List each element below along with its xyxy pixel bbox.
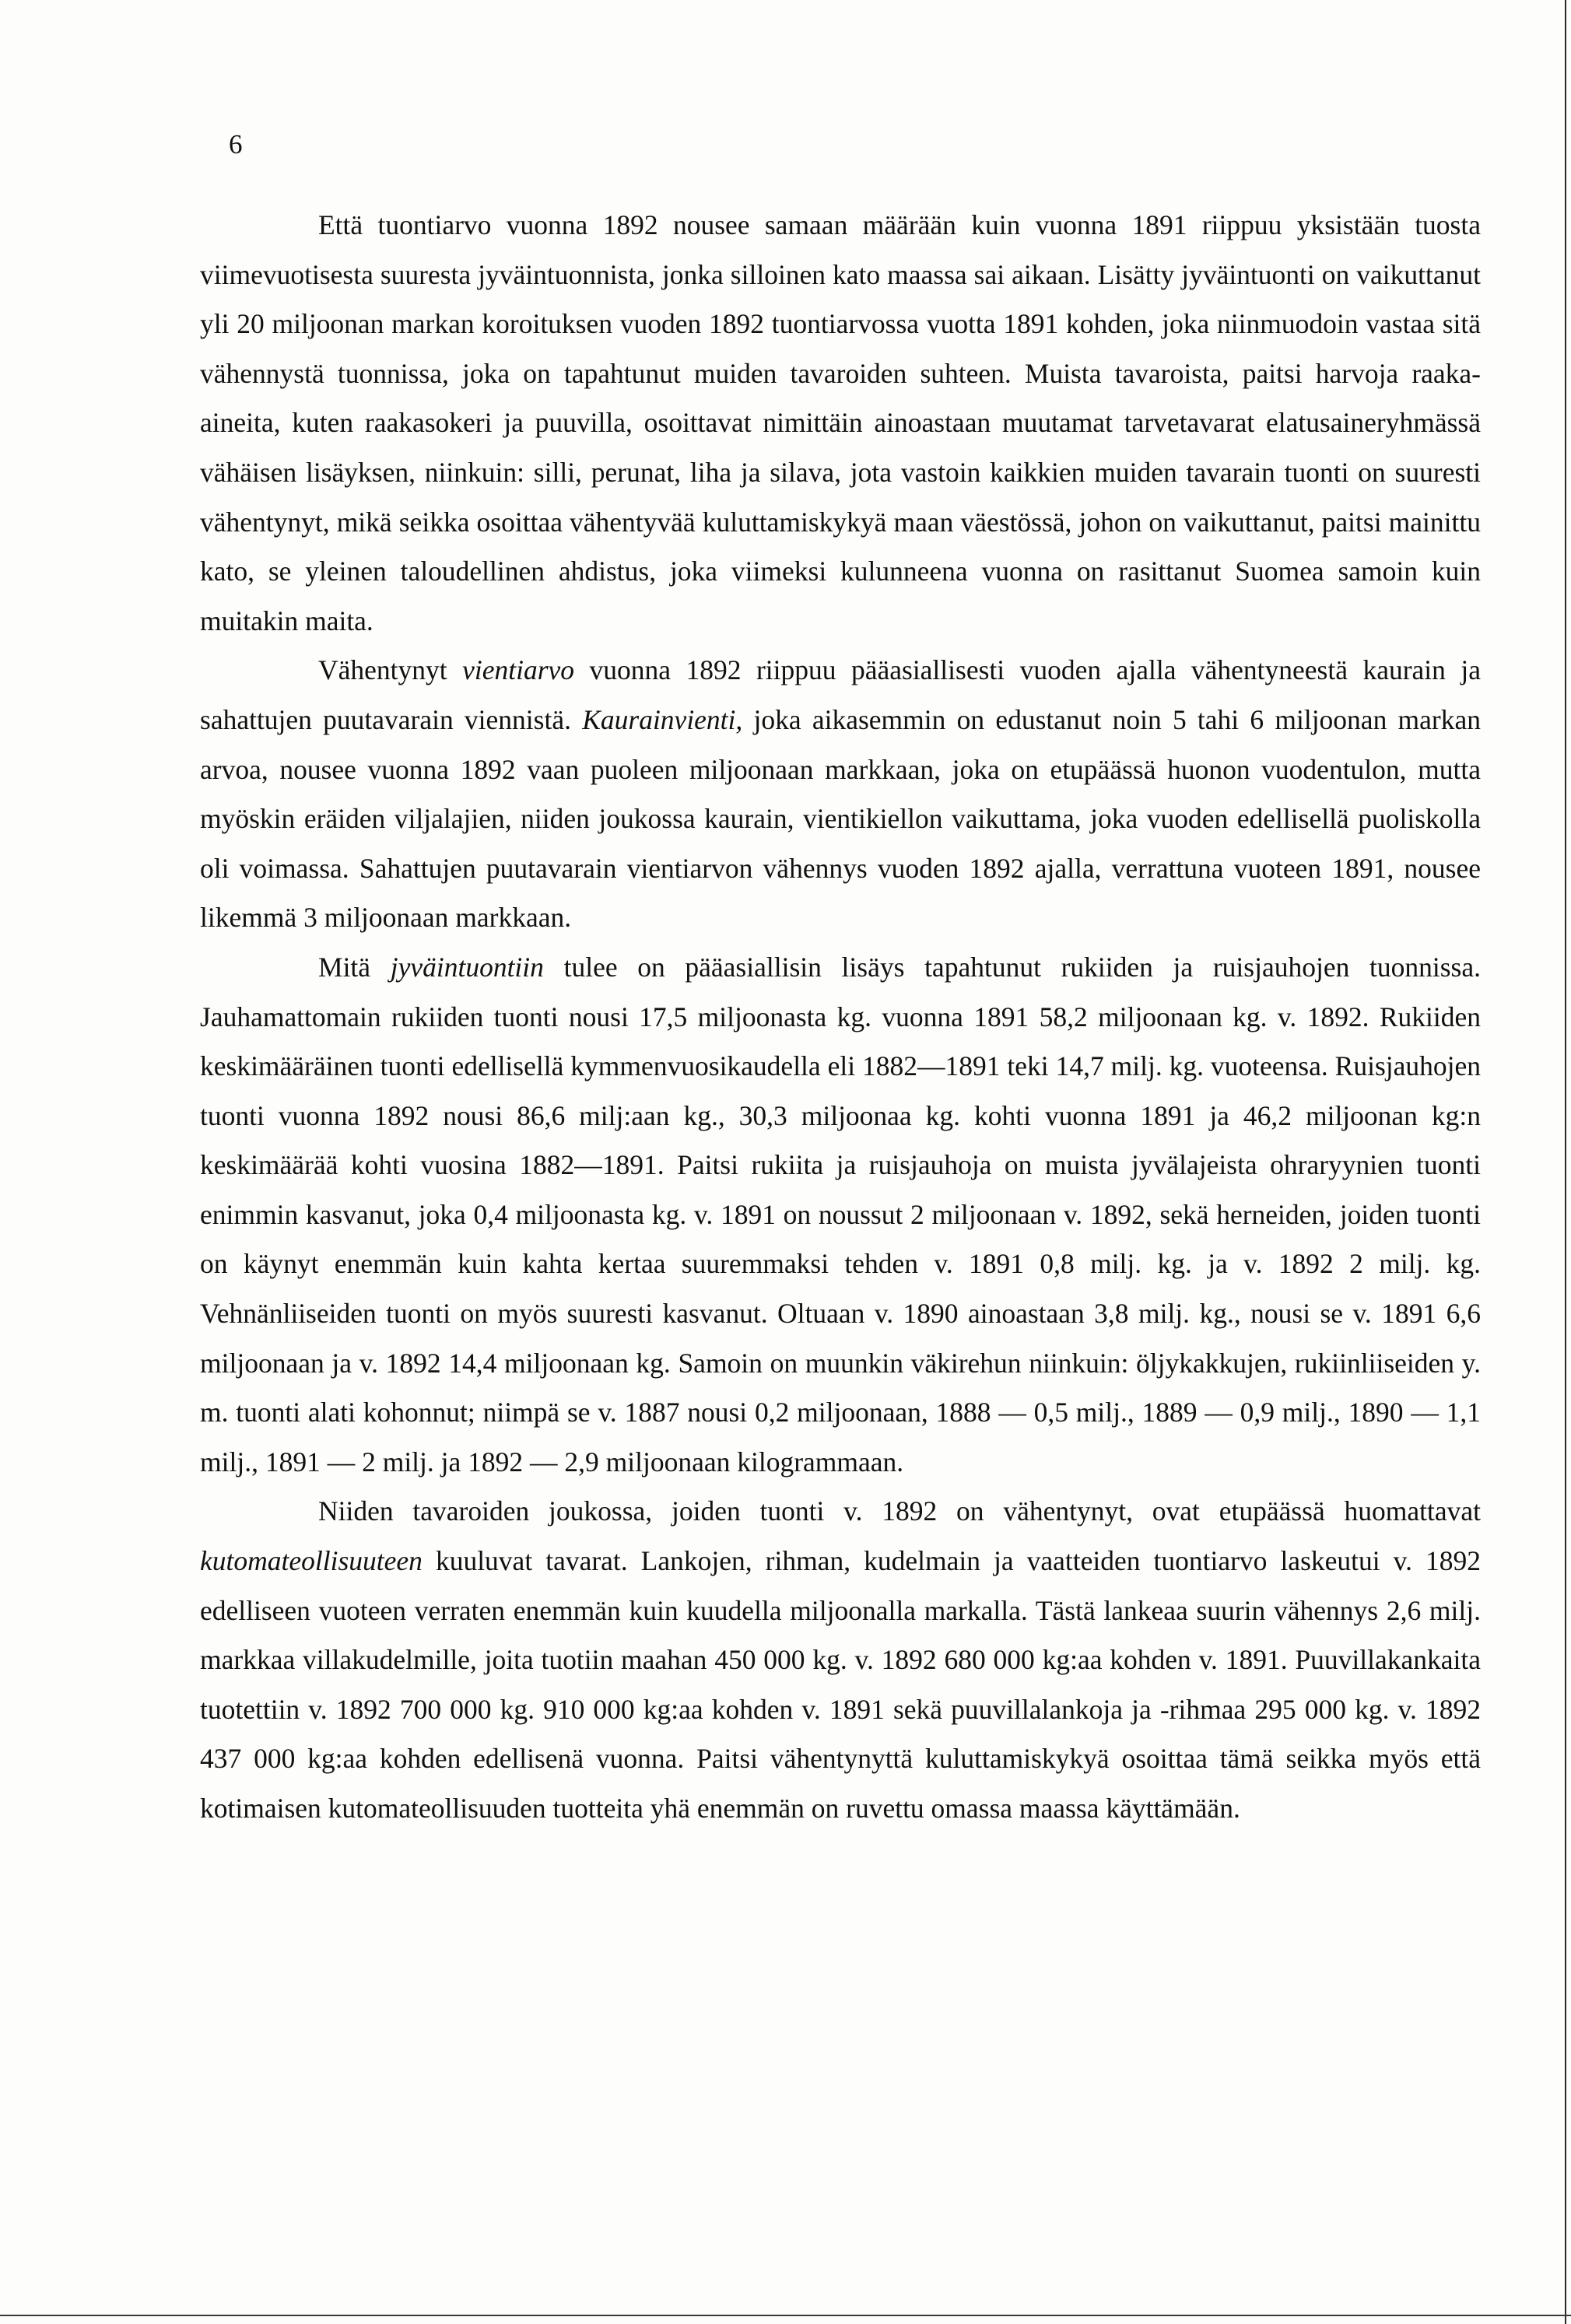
text-run: kuuluvat tavarat. Lankojen, rihman, kudelmain ja vaatteiden tuontiarvo laskeutui v. 1892 edelliseen vuoteen verraten enemmän kuin kuudella miljoonalla markalla. Tästä lankeaa suurin vähennys 2,6 milj. markkaa villakudelmille, joita tuotiin maahan 450 000 kg. v. 1892 680 000 kg:aa kohden v. 1891. Puuvillakankaita tuotettiin v. 1892 700 000 kg. 910 000 kg:aa kohden v. 1891 sekä puuvillalankoja ja -rihmaa 295 000 kg. v. 1892 437 000 kg:aa kohden edellisenä vuonna. Paitsi vähentynyttä kuluttamiskykyä osoittaa tämä seikka myös että kotimaisen kutomateollisuuden tuotteita yhä enemmän on ruvettu omassa maassa käyttämään. [200, 1545, 1481, 1824]
page-edge-right [1565, 0, 1566, 2324]
text-run: Että tuontiarvo vuonna 1892 nousee samaan määrään kuin vuonna 1891 riippuu yksistään tuosta viimevuotisesta suuresta jyväintuonnista, jonka silloinen kato maassa sai aikaan. Lisätty jyväintuonti on vaikuttanut yli 20 miljoonan markan koroituksen vuoden 1892 tuontiarvossa vuotta 1891 kohden, joka niinmuodoin vastaa sitä vähennystä tuonnissa, joka on tapahtunut muiden tavaroiden suhteen. Muista tavaroista, paitsi harvoja raaka-aineita, kuten raakasokeri ja puuvilla, osoittavat nimittäin ainoastaan muutamat tarvetavarat elatusaineryhmässä vähäisen lisäyksen, niinkuin: silli, perunat, liha ja silava, jota vastoin kaikkien muiden tavarain tuonti on suuresti vähentynyt, mikä seikka osoittaa vähentyvää kuluttamiskykyä maan väestössä, johon on vaikuttanut, paitsi mainittu kato, se yleinen taloudellinen ahdistus, joka viimeksi kulunneena vuonna on rasittanut Suomea samoin kuin muitakin maita. [200, 209, 1481, 636]
italic-text: vientiarvo [462, 654, 575, 686]
page-edge-bottom [0, 2315, 1571, 2316]
text-run: Mitä [318, 951, 391, 983]
text-run: vuonna 1892 riippuu pääasiallisesti vuoden ajalla vähentyneestä kaurain ja sahattujen puutavarain viennistä. [200, 654, 1481, 735]
text-run: joka aikasemmin on edustanut noin 5 tahi 6 miljoonan markan arvoa, nousee vuonna 1892 vaan puoleen miljoonaan markkaan, joka on etupäässä huonon vuodentulon, mutta myöskin eräiden viljalajien, niiden joukossa kaurain, vientikiellon vaikuttama, joka vuoden edellisellä puoliskolla oli voimassa. Sahattujen puutavarain vientiarvon vähennys vuoden 1892 ajalla, verrattuna vuoteen 1891, nousee likemmä 3 miljoonaan markkaan. [200, 703, 1481, 934]
paragraph [200, 201, 1481, 646]
text-run: Vähentynyt [318, 654, 463, 686]
text-run: Niiden tavaroiden joukossa, joiden tuonti v. 1892 on vähentynyt, ovat etupäässä huomattavat [318, 1495, 1481, 1527]
italic-text: Kaurainvienti, [582, 703, 743, 735]
page-number: 6 [229, 129, 243, 159]
body-text [200, 201, 1481, 1834]
paragraph [200, 646, 1481, 943]
text-run: tulee on pääasiallisin lisäys tapahtunut rukiiden ja ruisjauhojen tuonnissa. Jauhamattomain rukiiden tuonti nousi 17,5 miljoonasta kg. vuonna 1891 58,2 miljoonaan kg. v. 1892. Rukiiden keskimääräinen tuonti edellisellä kymmenvuosikaudella eli 1882—1891 teki 14,7 milj. kg. vuoteensa. Ruisjauhojen tuonti vuonna 1892 nousi 86,6 milj:aan kg., 30,3 miljoonaa kg. kohti vuonna 1891 ja 46,2 miljoonan kg:n keskimäärää kohti vuosina 1882—1891. Paitsi rukiita ja ruisjauhoja on muista jyvälajeista ohraryynien tuonti enimmin kasvanut, joka 0,4 miljoonasta kg. v. 1891 on noussut 2 miljoonaan v. 1892, sekä herneiden, joiden tuonti on käynyt enemmän kuin kahta kertaa suuremmaksi tehden v. 1891 0,8 milj. kg. ja v. 1892 2 milj. kg. Vehnänliiseiden tuonti on myös suuresti kasvanut. Oltuaan v. 1890 ainoastaan 3,8 milj. kg., nousi se v. 1891 6,6 miljoonaan ja v. 1892 14,4 miljoonaan kg. Samoin on muunkin väkirehun niinkuin: öljykakkujen, rukiinliiseiden y. m. tuonti alati kohonnut; niimpä se v. 1887 nousi 0,2 miljoonaan, 1888 — 0,5 milj., 1889 — 0,9 milj., 1890 — 1,1 milj., 1891 — 2 milj. ja 1892 — 2,9 miljoonaan kilogrammaan. [200, 951, 1481, 1477]
paragraph [200, 1487, 1481, 1833]
italic-text: jyväintuontiin [390, 951, 544, 983]
italic-text: kutomateollisuuteen [200, 1545, 423, 1577]
paragraph [200, 943, 1481, 1488]
